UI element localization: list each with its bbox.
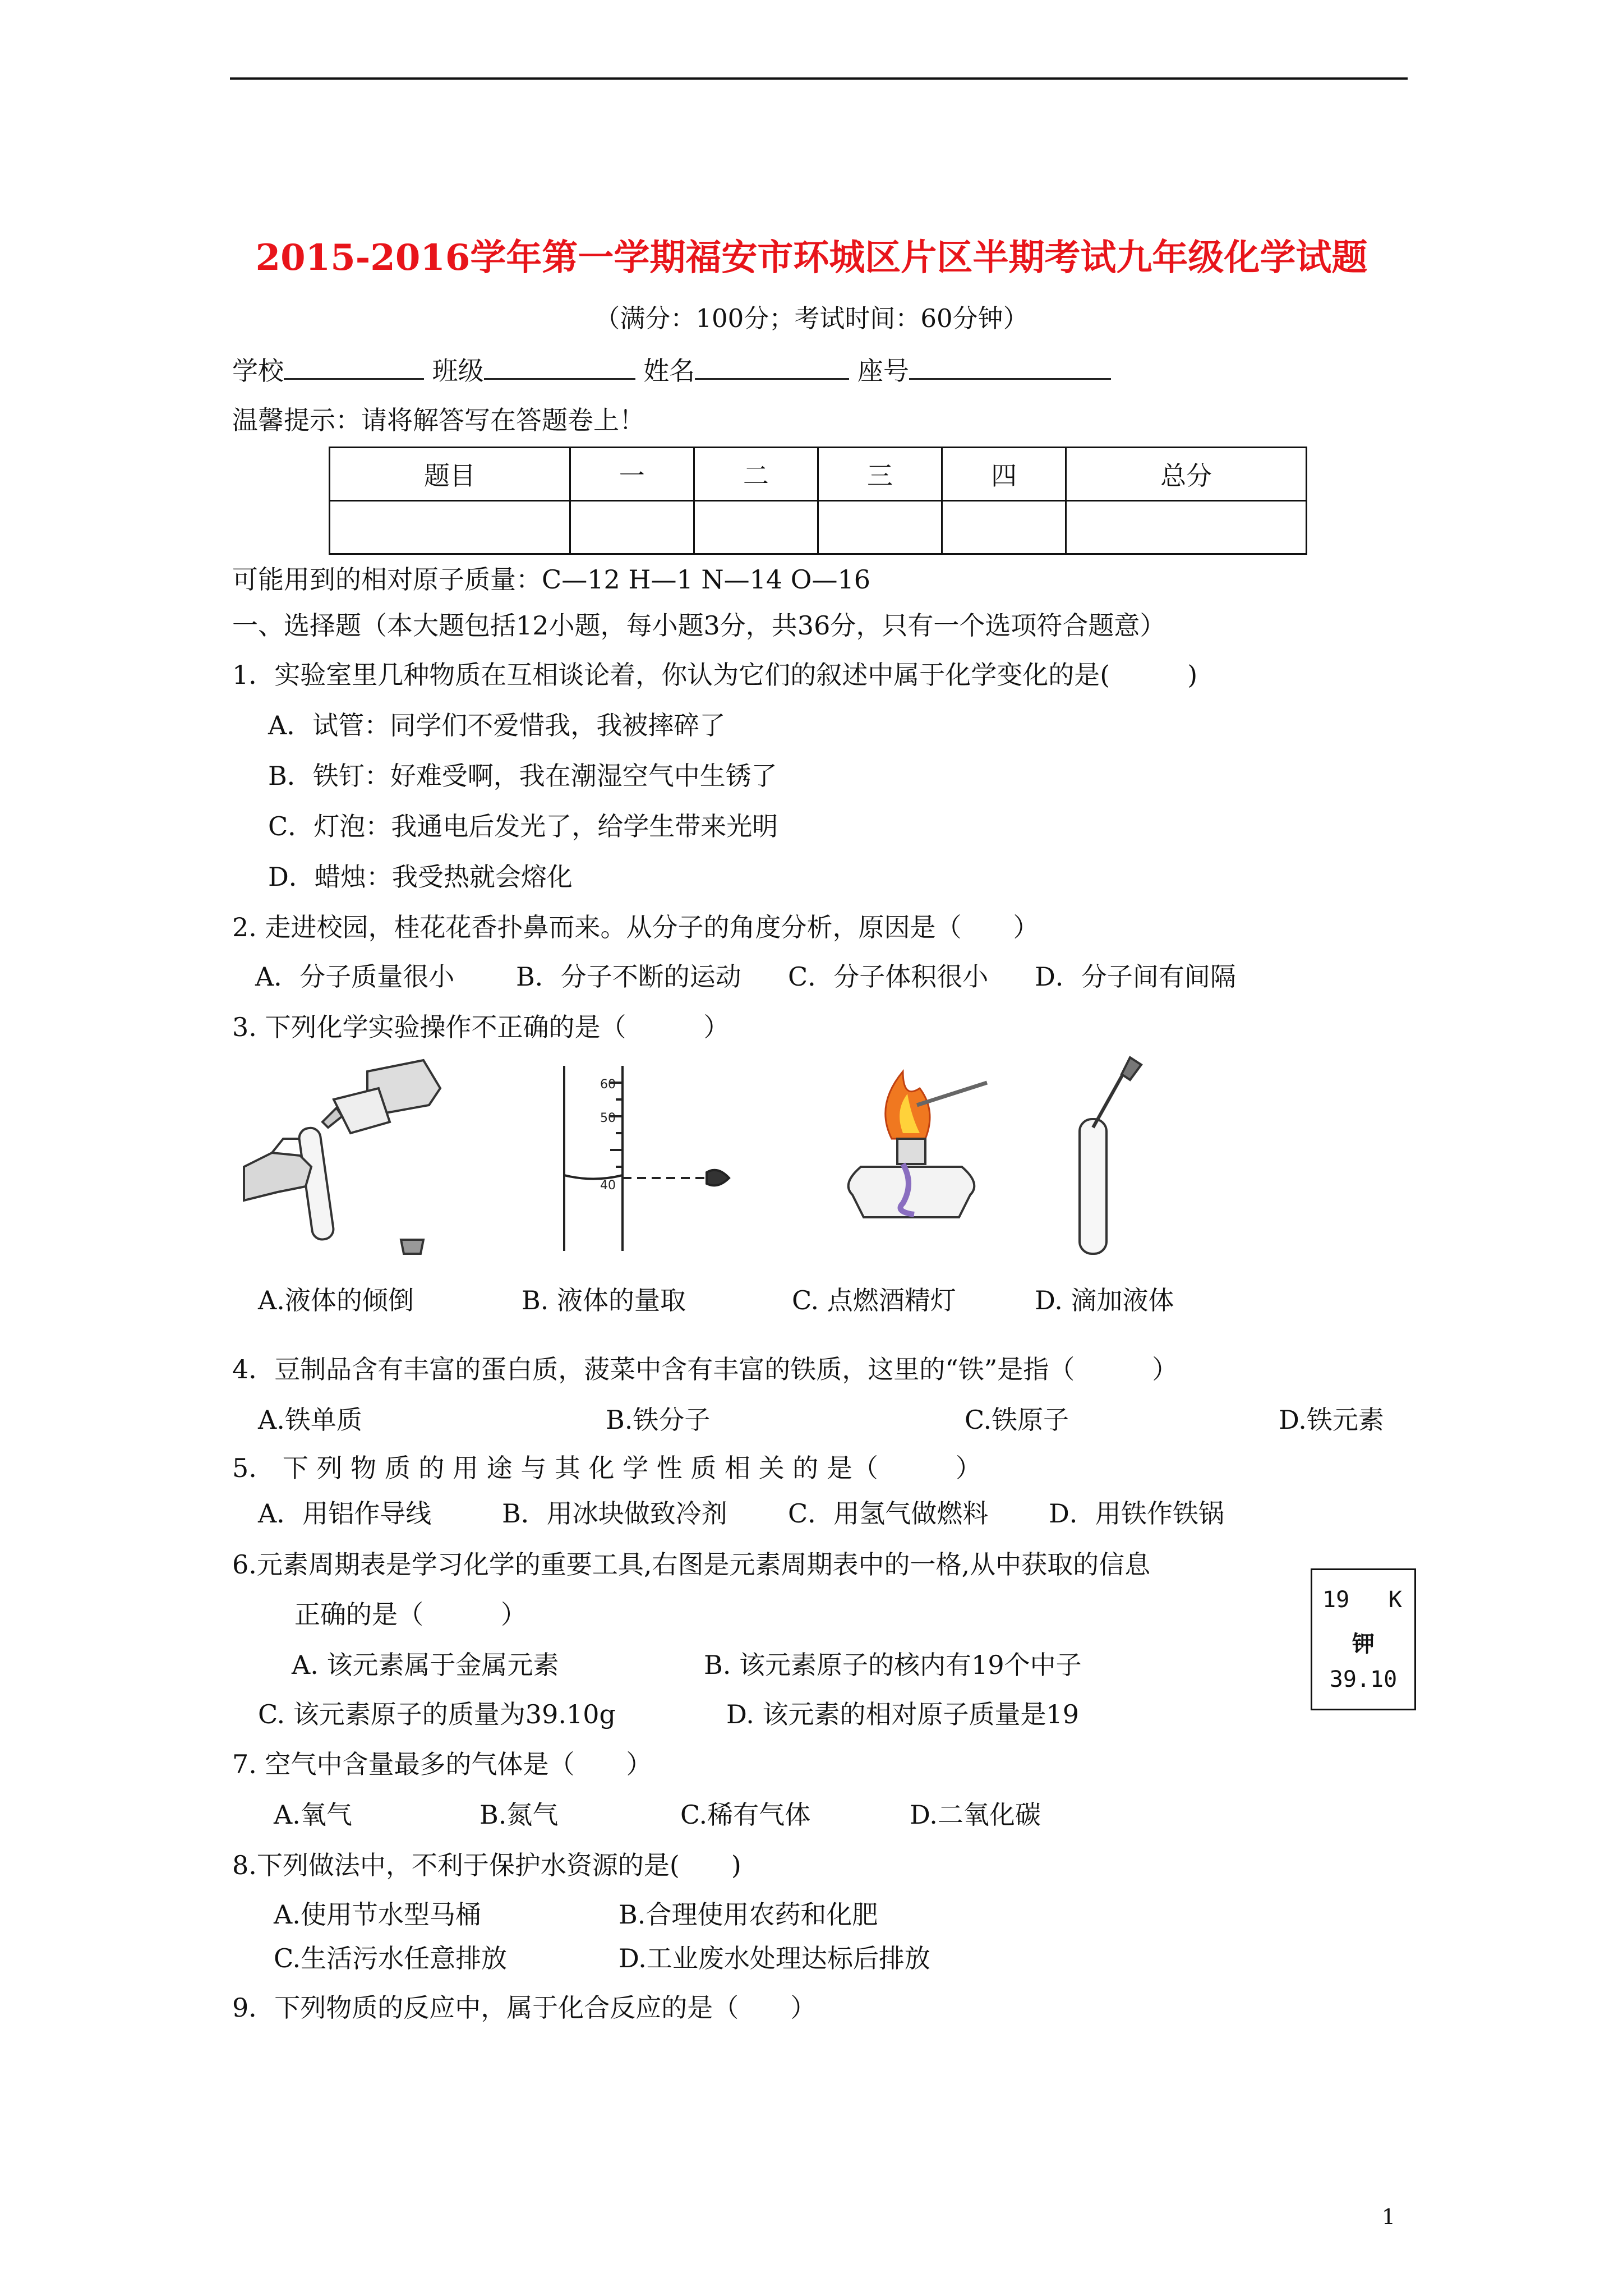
question-1-option-a[interactable]: A．试管：同学们不爱惜我，我被摔碎了 [268,710,726,740]
score-header-3: 三 [818,448,942,501]
score-cell-2[interactable] [694,501,818,554]
question-3-option-b[interactable]: B. 液体的量取 [522,1285,686,1315]
question-8-stem: 8.下列做法中，不利于保护水资源的是( ) [232,1850,741,1880]
question-6-stem-continued: 正确的是（ ） [294,1599,527,1630]
question-6-option-d[interactable]: D. 该元素的相对原子质量是19 [726,1699,1080,1729]
question-9-stem: 9．下列物质的反应中，属于化合反应的是（ ） [232,1993,817,2023]
question-5-option-b[interactable]: B．用冰块做致冷剂 [502,1498,727,1529]
question-2-stem: 2. 走进校园，桂花花香扑鼻而来。从分子的角度分析，原因是（ ） [232,912,1039,942]
question-4-option-b[interactable]: B.铁分子 [606,1405,711,1435]
score-cell-total[interactable] [1066,501,1307,554]
element-symbol: K [1388,1587,1402,1613]
pour-liquid-figure [238,1055,463,1262]
header-rule [230,77,1408,80]
score-header-1: 一 [570,448,694,501]
score-header-2: 二 [694,448,818,501]
section-1-heading: 一、选择题（本大题包括12小题，每小题3分，共36分，只有一个选项符合题意） [232,610,1166,641]
score-cell-topic[interactable] [330,501,570,554]
score-cell-4[interactable] [942,501,1066,554]
question-7-option-b[interactable]: B.氮气 [479,1800,559,1830]
periodic-table-cell [1311,1568,1416,1710]
score-cell-1[interactable] [570,501,694,554]
question-6-option-b[interactable]: B. 该元素原子的核内有19个中子 [704,1650,1082,1680]
name-label: 姓名 [643,356,695,386]
question-8-option-b[interactable]: B.合理使用农药和化肥 [619,1899,878,1930]
question-7-option-a[interactable]: A.氧气 [274,1800,352,1830]
alcohol-lamp-figure [819,1055,1004,1257]
name-field[interactable] [695,356,849,380]
element-name: 钾 [1352,1631,1375,1657]
school-label: 学校 [232,356,284,386]
question-2-option-d[interactable]: D．分子间有间隔 [1035,961,1236,992]
question-2-option-c[interactable]: C．分子体积很小 [788,961,989,992]
score-header-total: 总分 [1066,448,1307,501]
student-info-row [232,356,1111,384]
score-cell-3[interactable] [818,501,942,554]
question-6-stem: 6.元素周期表是学习化学的重要工具,右图是元素周期表中的一格,从中获取的信息 [232,1549,1151,1580]
question-2-option-b[interactable]: B．分子不断的运动 [516,961,741,992]
cylinder-tick-60: 60 [600,1078,616,1092]
question-1-stem: 1．实验室里几种物质在互相谈论着，你认为它们的叙述中属于化学变化的是( ) [232,660,1198,690]
question-5-stem: 5. 下 列 物 质 的 用 途 与 其 化 学 性 质 相 关 的 是（ ） [232,1453,981,1483]
question-1-option-c[interactable]: C．灯泡：我通电后发光了，给学生带来光明 [268,811,778,841]
cylinder-tick-40: 40 [600,1179,616,1193]
question-7-option-d[interactable]: D.二氧化碳 [910,1800,1041,1830]
question-4-option-c[interactable]: C.铁原子 [965,1405,1069,1435]
question-3-option-a[interactable]: A.液体的倾倒 [258,1285,414,1315]
question-7-stem: 7. 空气中含量最多的气体是（ ） [232,1749,652,1779]
question-4-option-d[interactable]: D.铁元素 [1279,1405,1384,1435]
question-5-option-a[interactable]: A．用铝作导线 [258,1498,432,1529]
question-3-option-c[interactable]: C. 点燃酒精灯 [792,1285,956,1315]
cylinder-tick-50: 50 [600,1111,616,1125]
atomic-masses: 可能用到的相对原子质量：C—12 H—1 N—14 O—16 [232,564,871,595]
graduated-cylinder-figure [538,1060,751,1257]
score-header-topic: 题目 [330,448,570,501]
atomic-number: 19 [1322,1587,1350,1613]
page-number: 1 [1381,2205,1395,2229]
question-4-option-a[interactable]: A.铁单质 [258,1405,362,1435]
question-6-option-c[interactable]: C. 该元素原子的质量为39.10g [258,1699,616,1729]
class-field[interactable] [484,356,635,380]
question-6-option-a[interactable]: A. 该元素属于金属元素 [292,1650,559,1680]
atomic-mass: 39.10 [1329,1667,1398,1692]
question-5-option-d[interactable]: D．用铁作铁锅 [1049,1498,1224,1529]
question-2-option-a[interactable]: A．分子质量很小 [255,961,455,992]
question-4-stem: 4．豆制品含有丰富的蛋白质，菠菜中含有丰富的铁质，这里的“铁”是指（ ） [232,1354,1178,1384]
warm-tip: 温馨提示：请将解答写在答题卷上！ [232,405,645,435]
question-1-option-d[interactable]: D．蜡烛：我受热就会熔化 [268,862,573,892]
question-3-stem: 3. 下列化学实验操作不正确的是（ ） [232,1012,730,1042]
exam-title: 2015-2016学年第一学期福安市环城区片区半期考试九年级化学试题 [255,237,1368,279]
question-5-option-c[interactable]: C．用氢气做燃料 [788,1498,989,1529]
question-8-option-c[interactable]: C.生活污水任意排放 [274,1943,508,1973]
score-header-4: 四 [942,448,1066,501]
question-8-option-a[interactable]: A.使用节水型马桶 [274,1899,481,1930]
class-label: 班级 [432,356,484,386]
seat-field[interactable] [909,356,1111,380]
seat-label: 座号 [857,356,909,386]
score-table [329,447,1307,555]
dropper-figure [1063,1055,1175,1262]
question-1-option-b[interactable]: B．铁钉：好难受啊，我在潮湿空气中生锈了 [268,761,777,791]
question-3-option-d[interactable]: D. 滴加液体 [1035,1285,1174,1315]
exam-subtitle: （满分：100分；考试时间：60分钟） [594,303,1029,333]
question-8-option-d[interactable]: D.工业废水处理达标后排放 [619,1943,930,1973]
question-7-option-c[interactable]: C.稀有气体 [680,1800,811,1830]
school-field[interactable] [284,356,424,380]
